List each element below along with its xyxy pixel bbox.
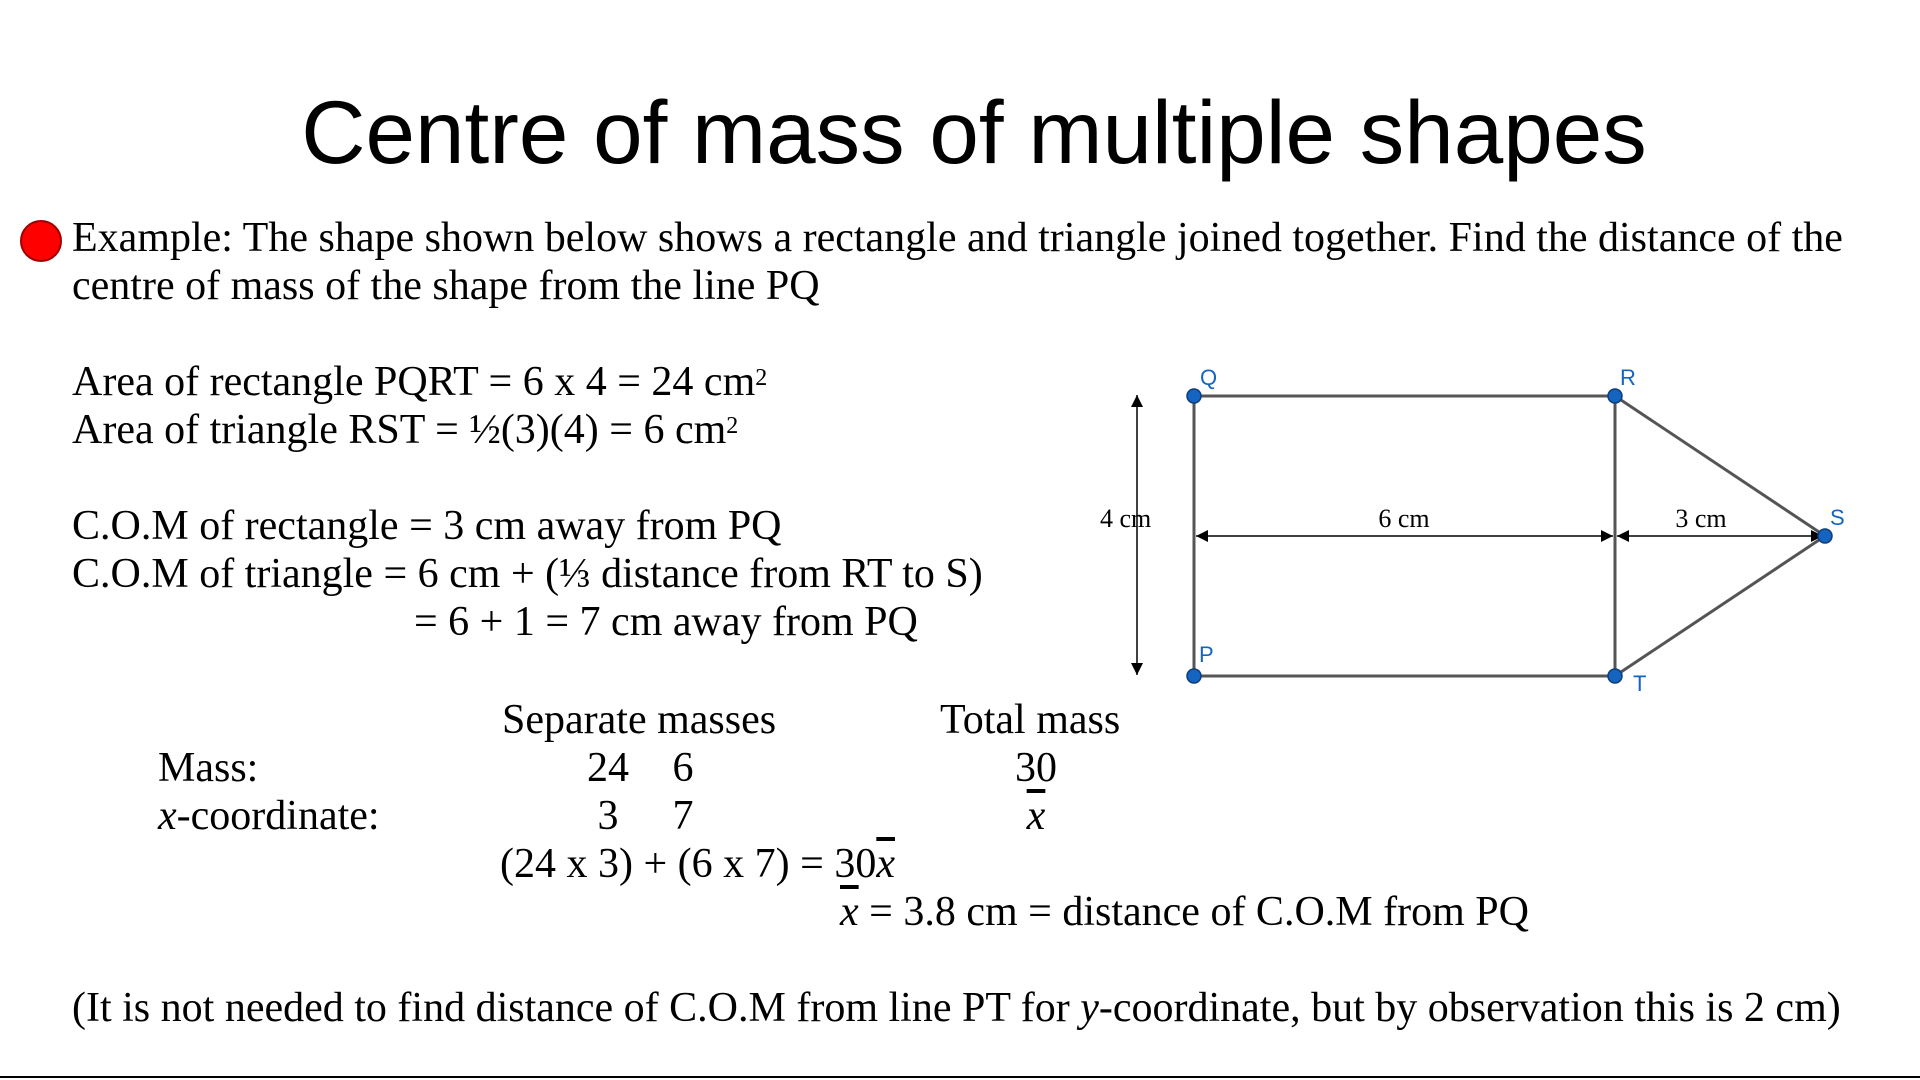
point-p — [1187, 669, 1201, 683]
note — [72, 984, 1841, 1032]
mass-total: 30 — [1015, 745, 1057, 791]
x-label-rest: -coordinate: — [176, 793, 380, 839]
com-rectangle: C.O.M of rectangle = 3 cm away from PQ — [72, 503, 782, 549]
bottom-border — [0, 1076, 1920, 1078]
x-bar-total — [1006, 792, 1066, 840]
equation-1-text: (24 x 3) + (6 x 7) = 30 — [500, 841, 877, 887]
x-value-tri: 7 — [672, 793, 694, 839]
equation-1-var: $\overline{x}$ — [876, 841, 895, 887]
point-q — [1187, 389, 1201, 403]
mass-label: Mass: — [158, 745, 259, 791]
note-part-2: -coordinate, but by observation this is 2 cm) — [1098, 985, 1841, 1031]
equation-1 — [500, 840, 895, 888]
tri-width-label: 3 cm — [1675, 504, 1727, 533]
mass-value-rect: 24 — [587, 745, 629, 791]
note-var: y — [1080, 985, 1099, 1031]
equation-2-text: = 3.8 cm = distance of C.O.M from PQ — [858, 889, 1529, 935]
label-t: T — [1633, 671, 1647, 696]
area-rectangle-text: Area of rectangle PQRT = 6 x 4 = 24 cm — [72, 359, 756, 405]
equation-2 — [840, 888, 1529, 936]
example-line-2: centre of mass of the shape from the line PQ — [72, 263, 820, 309]
area-triangle-sup: 2 — [726, 413, 739, 439]
mass-value-tri: 6 — [672, 745, 694, 791]
com-triangle-1: C.O.M of triangle = 6 cm + (⅓ distance from RT to S) — [72, 551, 983, 597]
point-s — [1818, 529, 1832, 543]
x-var: x — [158, 793, 177, 839]
total-mass-header: Total mass — [940, 697, 1121, 743]
equation-2-var: $\overline{x}$ — [840, 889, 859, 935]
area-triangle — [72, 406, 738, 454]
separate-masses-header: Separate masses — [502, 697, 777, 743]
edge-ts — [1615, 536, 1825, 676]
rect-width-label: 6 cm — [1378, 504, 1430, 533]
area-rectangle-sup: 2 — [755, 365, 768, 391]
point-t — [1608, 669, 1622, 683]
page-title: Centre of mass of multiple shapes — [301, 82, 1647, 182]
area-rectangle — [72, 358, 767, 406]
x-value-rect: 3 — [597, 793, 619, 839]
label-q: Q — [1200, 365, 1218, 390]
area-triangle-text: Area of triangle RST = ½(3)(4) = 6 cm — [72, 407, 727, 453]
label-s: S — [1830, 505, 1845, 530]
note-part-1: (It is not needed to find distance of C.O.M from line PT for — [72, 985, 1081, 1031]
x-bar: $\overline{x}$ — [1026, 793, 1046, 839]
com-triangle-2: = 6 + 1 = 7 cm away from PQ — [414, 599, 918, 645]
label-p: P — [1199, 642, 1214, 667]
shape-diagram — [1060, 355, 1880, 705]
label-r: R — [1620, 365, 1636, 390]
point-r — [1608, 389, 1622, 403]
example-line-1: Example: The shape shown below shows a rectangle and triangle joined together. Find the distance of the — [72, 215, 1843, 261]
height-label: 4 cm — [1100, 504, 1152, 533]
bullet-icon — [20, 220, 62, 262]
x-coordinate-label — [158, 792, 380, 840]
